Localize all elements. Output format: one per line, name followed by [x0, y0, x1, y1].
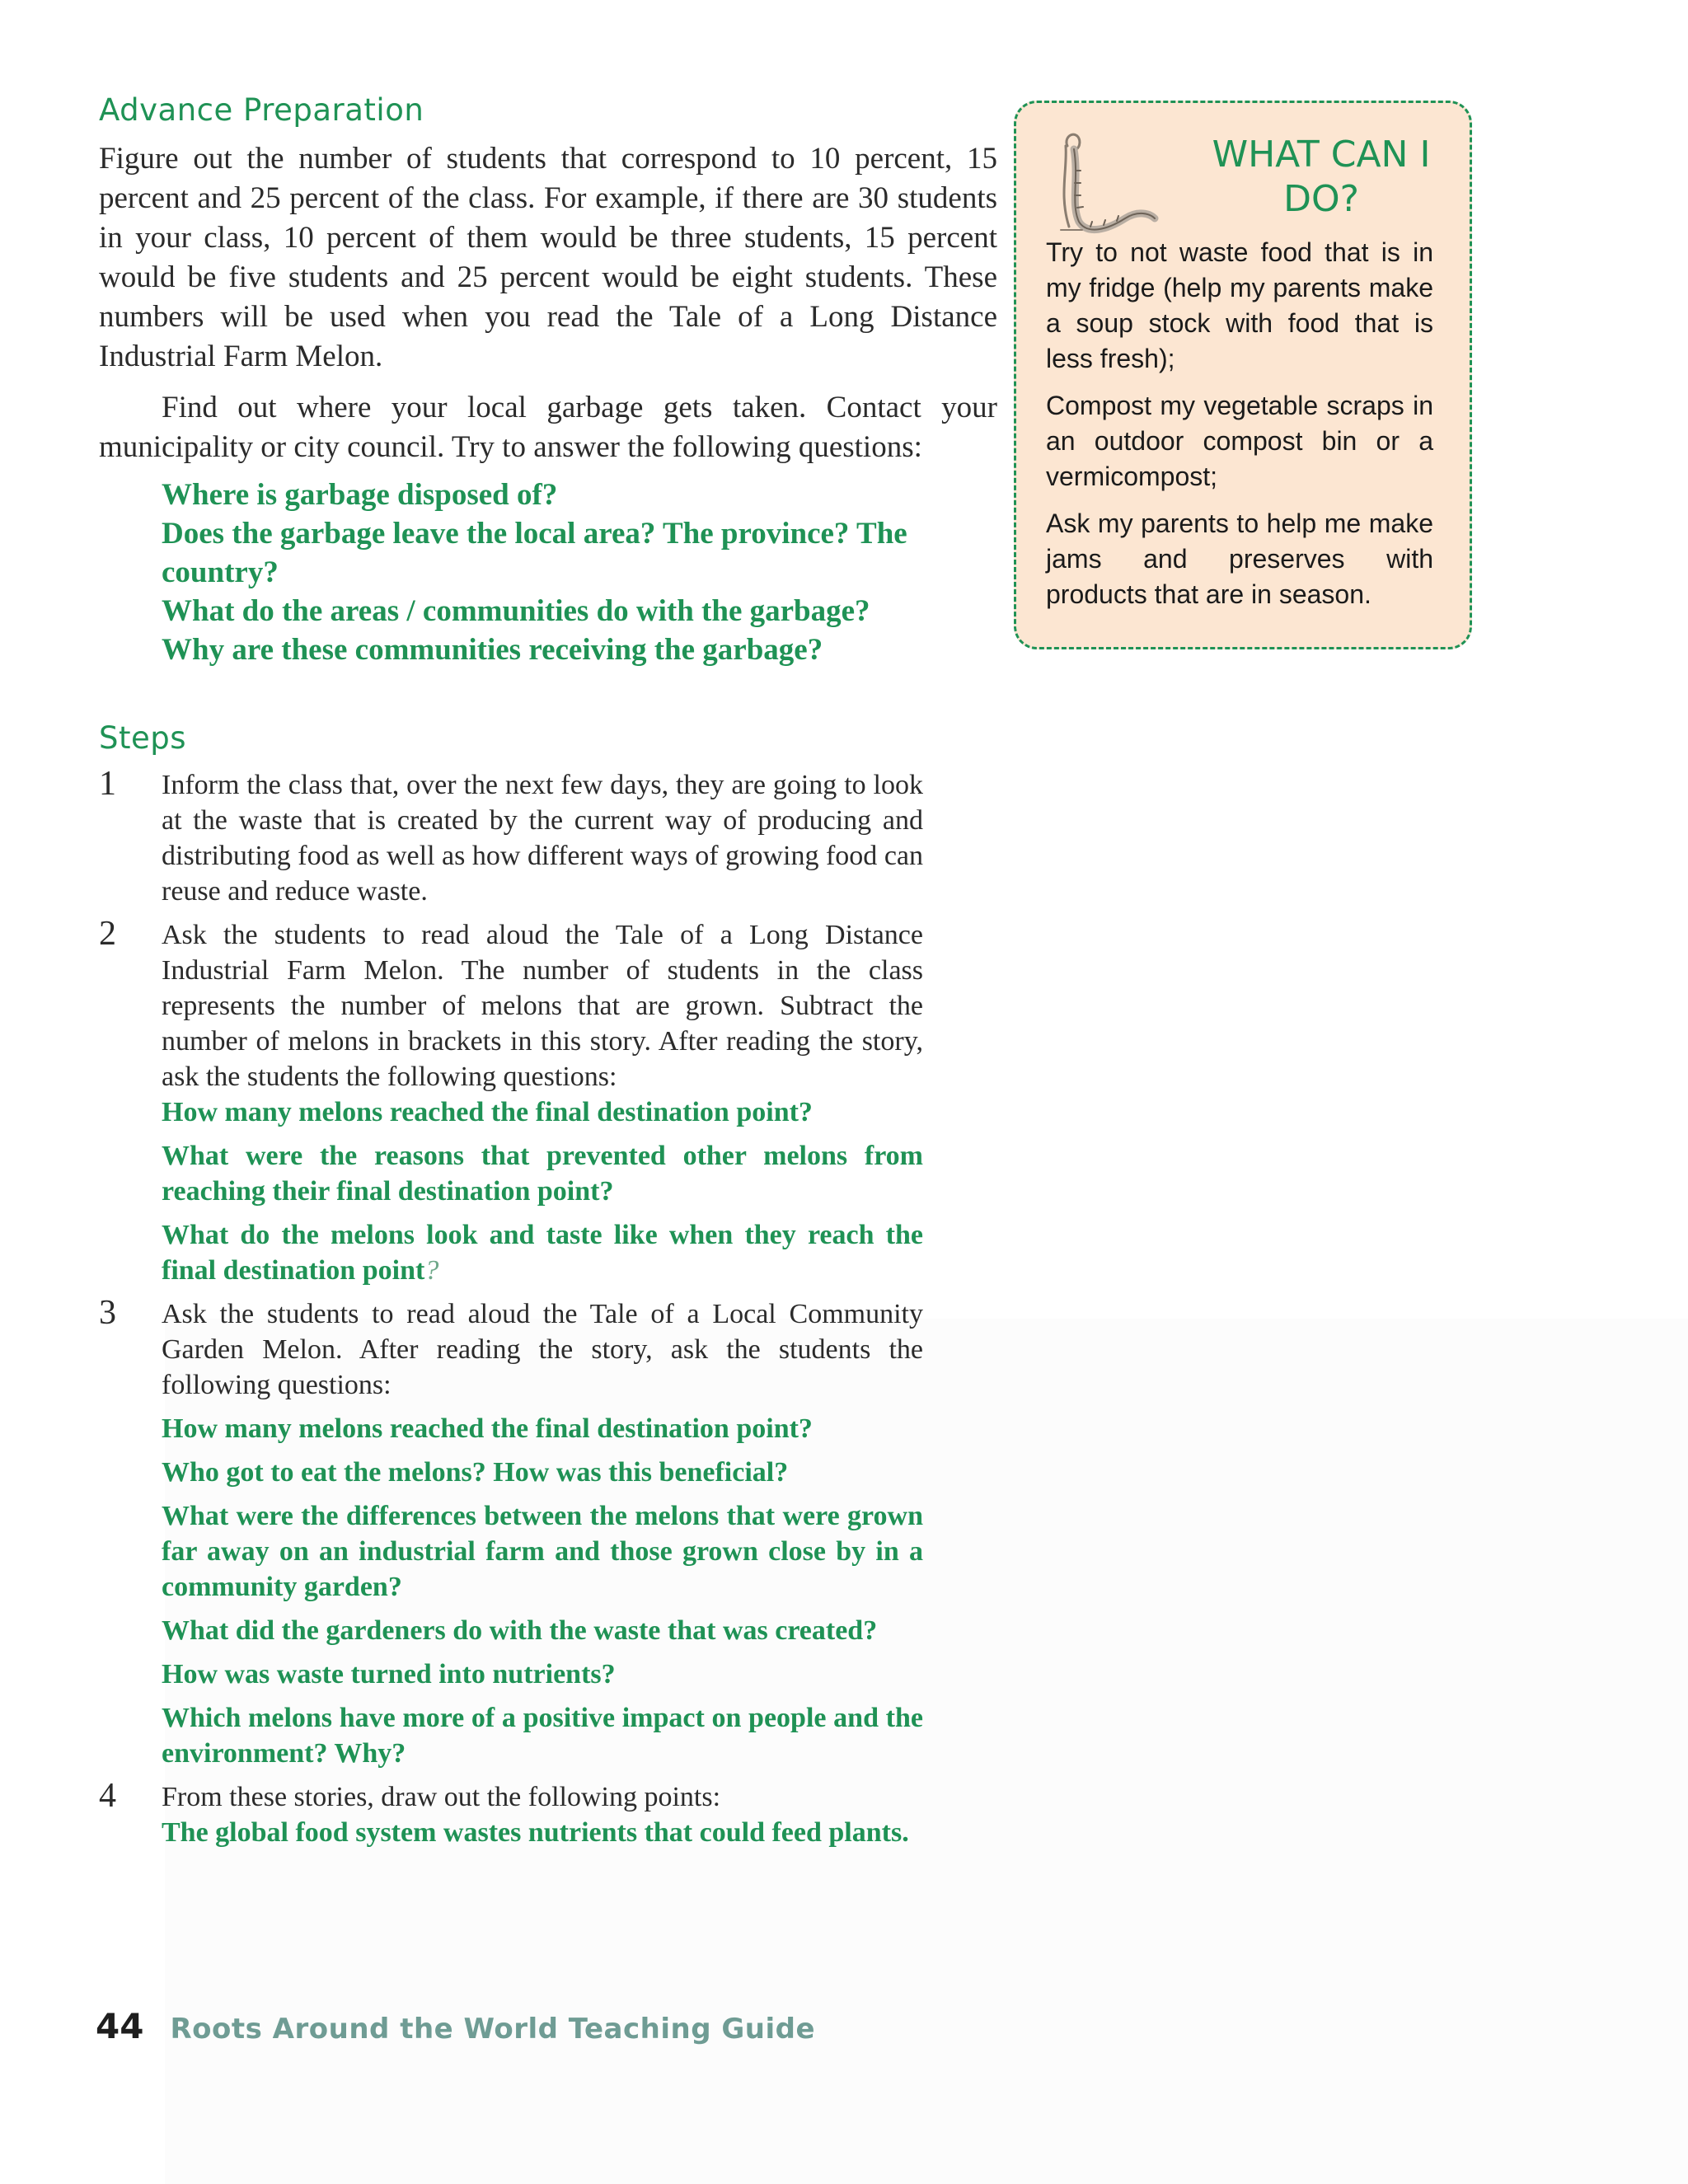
page-number: 44: [96, 2006, 144, 2046]
step-number: 1: [99, 765, 116, 803]
tips-list: [1046, 235, 1433, 624]
guide-title: Roots Around the World Teaching Guide: [170, 2013, 816, 2046]
step-number: 3: [99, 1294, 116, 1332]
step-question: How many melons reached the final destination point?: [162, 1413, 813, 1444]
step-question: [162, 1217, 923, 1288]
step-number: 2: [99, 915, 116, 953]
question-mark: ?: [424, 1255, 439, 1286]
step-1: [99, 767, 923, 909]
step-question: How many melons reached the final destination point?: [162, 1097, 813, 1127]
step-question: What were the reasons that prevented other melons from reaching their final destination point?: [162, 1141, 923, 1207]
main-column: [99, 92, 997, 1858]
tip-item: Compost my vegetable scraps in an outdoor compost bin or a vermicompost;: [1046, 391, 1433, 491]
advance-paragraph-2: Find out where your local garbage gets taken. Contact your municipality or city council. Try to answer the following questions:: [99, 391, 997, 464]
garbage-question: Why are these communities receiving the garbage?: [162, 633, 823, 667]
step-question: Who got to eat the melons? How was this beneficial?: [162, 1457, 789, 1488]
garbage-question: What do the areas / communities do with the garbage?: [162, 594, 870, 628]
garbage-question-list: [162, 476, 1019, 669]
what-can-i-do-box: [1014, 101, 1472, 649]
step-4: [99, 1779, 923, 1850]
tip-item: Ask my parents to help me make jams and preserves with products that are in season.: [1046, 509, 1433, 609]
step-text: From these stories, draw out the following points:: [162, 1782, 721, 1812]
step-3: [99, 1296, 923, 1771]
step-text: Ask the students to read aloud the Tale of a Local Community Garden Melon. After reading the story, ask the students the following questions:: [162, 1299, 923, 1400]
steps-list: [99, 767, 923, 1850]
step-question: Which melons have more of a positive impact on people and the environment? Why?: [162, 1703, 923, 1769]
step-question: What were the differences between the melons that were grown far away on an industrial farm and those grown close by in a community garden?: [162, 1501, 923, 1602]
advance-preparation-heading: Advance Preparation: [99, 92, 424, 128]
step-question: The global food system wastes nutrients that could feed plants.: [162, 1817, 909, 1848]
step-text: Ask the students to read aloud the Tale of a Long Distance Industrial Farm Melon. The number of students in the class represents the number of melons that are grown. Subtract the number of melons in brackets in this story. After reading the story, ask the students the following questions:: [162, 920, 923, 1092]
steps-heading: Steps: [99, 720, 187, 756]
advance-paragraph-1: Figure out the number of students that correspond to 10 percent, 15 percent and 25 percent of the class. For example, if there are 30 students in your class, 10 percent of them would be three students, 15 percent would be five students and 25 percent would be eight students. These numbers will be used when you read the Tale of a Long Distance Industrial Farm Melon.: [99, 142, 997, 373]
step-2: [99, 917, 923, 1288]
worm-icon: [1049, 121, 1165, 245]
step-text: Inform the class that, over the next few days, they are going to look at the waste that is created by the current way of producing and distributing food as well as how different ways of growing food can reuse and reduce waste.: [162, 770, 923, 907]
garbage-question: Where is garbage disposed of?: [162, 478, 558, 512]
garbage-question: Does the garbage leave the local area? The province? The country?: [162, 517, 907, 589]
tip-item: Try to not waste food that is in my fridge (help my parents make a soup stock with food that is less fresh);: [1046, 237, 1433, 373]
step-number: 4: [99, 1777, 116, 1815]
page-footer: [96, 2006, 815, 2046]
step-question: What did the gardeners do with the waste that was created?: [162, 1615, 878, 1646]
step-question: How was waste turned into nutrients?: [162, 1659, 616, 1690]
step-question-text: What do the melons look and taste like when they reach the final destination point: [162, 1220, 923, 1286]
sidebar-title: WHAT CAN I DO?: [1212, 134, 1431, 220]
